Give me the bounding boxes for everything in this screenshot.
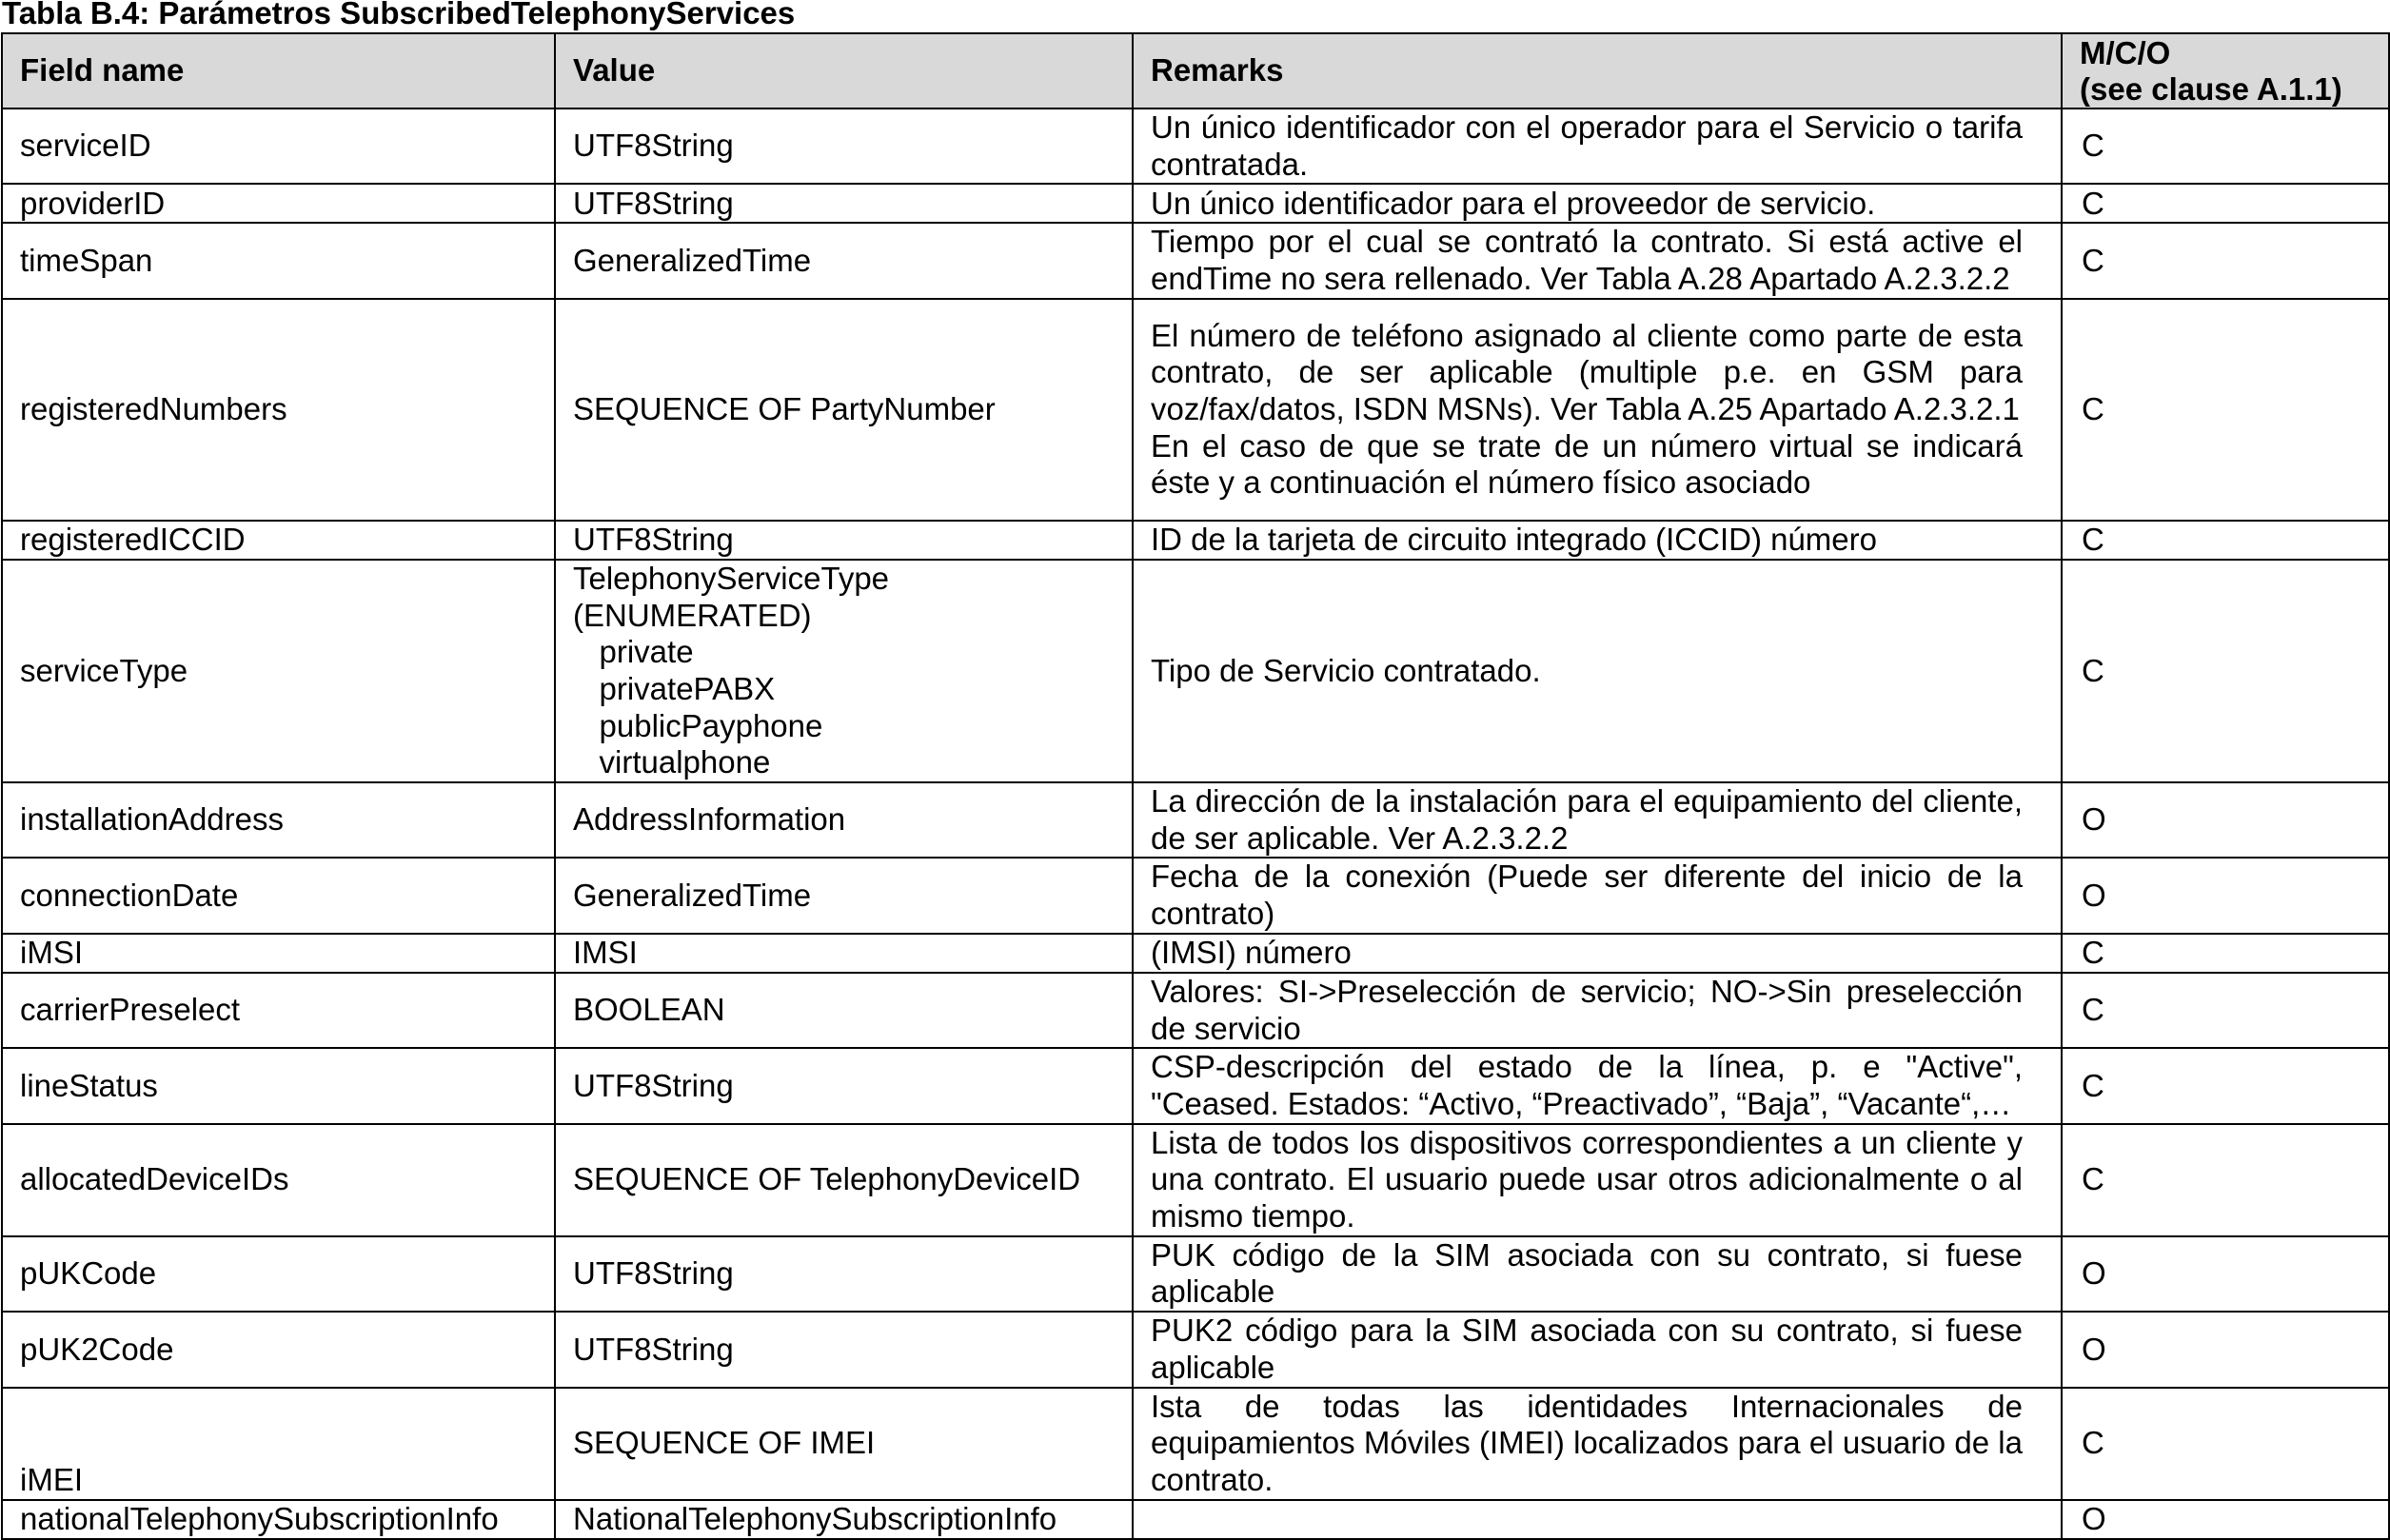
mco-cell: C (2062, 1388, 2389, 1500)
remarks-cell: Un único identificador para el proveedor de servicio. (1133, 184, 2062, 223)
table-row (2, 934, 2389, 973)
value-cell: GeneralizedTime (555, 223, 1133, 298)
value-cell: UTF8String (555, 1312, 1133, 1387)
mco-cell: C (2062, 1124, 2389, 1236)
mco-cell: C (2062, 109, 2389, 184)
mco-cell: C (2062, 184, 2389, 223)
header-mco-line2: (see clause A.1.1) (2080, 70, 2342, 107)
table-row (2, 223, 2389, 298)
mco-cell: C (2062, 521, 2389, 560)
mco-cell: O (2062, 1500, 2389, 1539)
header-mco (2062, 33, 2389, 109)
remarks-cell: El número de teléfono asignado al cliente como parte de esta contrato, de ser aplicable (multiple p.e. en GSM para voz/fax/datos, ISDN MSNs). Ver Tabla A.25 Apartado A.2.3.2.1 En el caso de que se trate de un número virtual se indicará éste y a continuación el número físico asociado (1133, 299, 2062, 521)
field-name-cell: timeSpan (2, 223, 555, 298)
field-name-cell: connectionDate (2, 858, 555, 933)
mco-cell: O (2062, 1236, 2389, 1312)
remarks-cell: Tiempo por el cual se contrató la contrato. Si está active el endTime no sera rellenado. Ver Tabla A.28 Apartado A.2.3.2.2 (1133, 223, 2062, 298)
field-name-cell: iMSI (2, 934, 555, 973)
remarks-cell: Ista de todas las identidades Internacionales de equipamientos Móviles (IMEI) localizados para el usuario de la contrato. (1133, 1388, 2062, 1500)
remarks-cell: La dirección de la instalación para el equipamiento del cliente, de ser aplicable. Ver A.2.3.2.2 (1133, 782, 2062, 858)
table-row (2, 1388, 2389, 1500)
table-row (2, 184, 2389, 223)
value-cell: SEQUENCE OF TelephonyDeviceID (555, 1124, 1133, 1236)
field-name-cell: lineStatus (2, 1048, 555, 1123)
table-row (2, 1500, 2389, 1539)
remarks-cell: ID de la tarjeta de circuito integrado (ICCID) número (1133, 521, 2062, 560)
field-name-cell: carrierPreselect (2, 973, 555, 1048)
field-name-cell: registeredICCID (2, 521, 555, 560)
value-cell: UTF8String (555, 1048, 1133, 1123)
remarks-cell: Tipo de Servicio contratado. (1133, 560, 2062, 782)
table-row (2, 521, 2389, 560)
field-name-cell: serviceType (2, 560, 555, 782)
remarks-cell: (IMSI) número (1133, 934, 2062, 973)
header-row (2, 33, 2389, 109)
table-row (2, 560, 2389, 782)
mco-cell: O (2062, 858, 2389, 933)
table-row (2, 1312, 2389, 1387)
mco-cell: C (2062, 299, 2389, 521)
header-field-name: Field name (2, 33, 555, 109)
field-name-cell: allocatedDeviceIDs (2, 1124, 555, 1236)
value-cell: UTF8String (555, 184, 1133, 223)
remarks-cell: CSP-descripción del estado de la línea, p. e "Active", "Ceased. Estados: “Activo, “Preactivado”, “Baja”, “Vacante“,… (1133, 1048, 2062, 1123)
value-cell: TelephonyServiceType (ENUMERATED) private privatePABX publicPayphone virtualphone (555, 560, 1133, 782)
mco-cell: C (2062, 1048, 2389, 1123)
value-cell: BOOLEAN (555, 973, 1133, 1048)
mco-cell: O (2062, 782, 2389, 858)
mco-cell: C (2062, 973, 2389, 1048)
table-row (2, 1236, 2389, 1312)
remarks-cell: Un único identificador con el operador para el Servicio o tarifa contratada. (1133, 109, 2062, 184)
table-row (2, 1048, 2389, 1123)
field-name-cell: registeredNumbers (2, 299, 555, 521)
header-mco-line1: M/C/O (2080, 34, 2171, 70)
remarks-cell: Lista de todos los dispositivos correspondientes a un cliente y una contrato. El usuario puede usar otros adicionalmente o al mismo tiempo. (1133, 1124, 2062, 1236)
value-cell: NationalTelephonySubscriptionInfo (555, 1500, 1133, 1539)
value-cell: SEQUENCE OF PartyNumber (555, 299, 1133, 521)
value-cell: UTF8String (555, 521, 1133, 560)
value-cell: SEQUENCE OF IMEI (555, 1388, 1133, 1500)
table-row (2, 299, 2389, 521)
table-row (2, 973, 2389, 1048)
remarks-cell: PUK2 código para la SIM asociada con su contrato, si fuese aplicable (1133, 1312, 2062, 1387)
table-row (2, 1124, 2389, 1236)
field-name-cell: installationAddress (2, 782, 555, 858)
remarks-cell: Fecha de la conexión (Puede ser diferente del inicio de la contrato) (1133, 858, 2062, 933)
value-cell: AddressInformation (555, 782, 1133, 858)
field-name-cell: pUKCode (2, 1236, 555, 1312)
mco-cell: O (2062, 1312, 2389, 1387)
table-row (2, 109, 2389, 184)
remarks-cell: Valores: SI->Preselección de servicio; NO->Sin preselección de servicio (1133, 973, 2062, 1048)
field-name-cell: iMEI (2, 1388, 555, 1500)
mco-cell: C (2062, 934, 2389, 973)
table-row (2, 858, 2389, 933)
value-cell: IMSI (555, 934, 1133, 973)
mco-cell: C (2062, 223, 2389, 298)
value-cell: UTF8String (555, 109, 1133, 184)
header-value: Value (555, 33, 1133, 109)
header-remarks: Remarks (1133, 33, 2062, 109)
field-name-cell: nationalTelephonySubscriptionInfo (2, 1500, 555, 1539)
value-cell: GeneralizedTime (555, 858, 1133, 933)
field-name-cell: pUK2Code (2, 1312, 555, 1387)
mco-cell: C (2062, 560, 2389, 782)
remarks-cell: PUK código de la SIM asociada con su contrato, si fuese aplicable (1133, 1236, 2062, 1312)
remarks-cell (1133, 1500, 2062, 1539)
parameters-table (1, 32, 2390, 1540)
table-row (2, 782, 2389, 858)
field-name-cell: providerID (2, 184, 555, 223)
table-caption: Tabla B.4: Parámetros SubscribedTelephonyServices (2, 0, 796, 30)
value-cell: UTF8String (555, 1236, 1133, 1312)
field-name-cell: serviceID (2, 109, 555, 184)
